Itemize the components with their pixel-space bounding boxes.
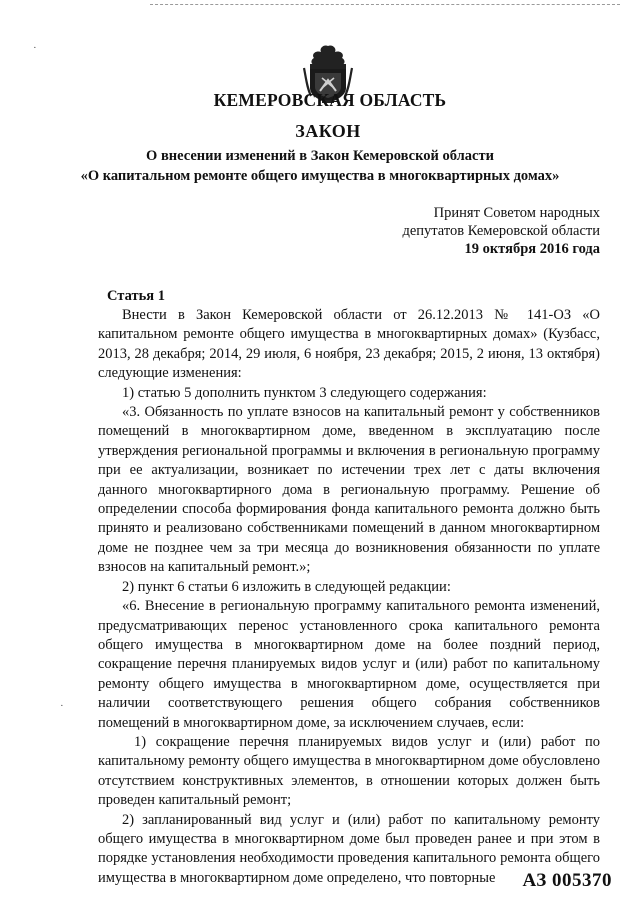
adoption-line: Принят Советом народных (433, 205, 600, 221)
serial-number: АЗ 005370 (522, 870, 612, 891)
paragraph: 2) запланированный вид услуг и (или) работ по капитальному ремонту общего имущества в многоквартирном доме был проведен ранее и при этом в порядке установления необходимости проведения капитального ремонта общего имущества в многоквартирном доме определено, что повторные (98, 811, 600, 886)
article-body (98, 306, 600, 888)
document-type-heading: ЗАКОН (295, 121, 361, 141)
document-title (0, 146, 640, 186)
adoption-block (402, 204, 600, 258)
paragraph: 2) пункт 6 статьи 6 изложить в следующей редакции: (122, 578, 451, 595)
title-line: «О капитальном ремонте общего имущества в многоквартирных домах» (80, 168, 560, 184)
adoption-date: 19 октября 2016 года (464, 241, 600, 257)
scan-speck: · (33, 42, 37, 54)
region-heading: КЕМЕРОВСКАЯ ОБЛАСТЬ (213, 90, 447, 110)
paragraph: 1) сокращение перечня планируемых видов услуг и (или) работ по капитальному ремонту общего имущества в многоквартирном доме обусловлено отсутствием конструктивных элементов, в отношении которых должен быть проведен капитальный ремонт; (98, 733, 600, 809)
title-line: О внесении изменений в Закон Кемеровской области (146, 148, 494, 164)
paragraph: Внести в Закон Кемеровской области от 26.12.2013 № 141-ОЗ «О капитальном ремонте общего имущества в многоквартирных домах» (Кузбасс, 2013, 28 декабря; 2014, 29 июля, 6 ноября, 23 декабря; 2015, 2 июня, 13 октября) следующие изменения: (98, 307, 600, 382)
scan-edge-line (150, 4, 620, 5)
article-heading: Статья 1 (107, 288, 165, 304)
scan-speck: · (60, 700, 64, 712)
paragraph: «3. Обязанность по уплате взносов на капитальный ремонт у собственников помещений в многоквартирном доме, введенном в эксплуатацию после утверждения региональной программы и включения в региональную программу при ее актуализации, возникает по истечении трех лет с даты включения данного многоквартирного дома в региональную программу. Решение об определении способа формирования фонда капитального ремонта должно быть принято и реализовано собственниками помещений в данном многоквартирном доме не позднее чем за три месяца до возникновения обязанности по уплате взносов на капитальный ремонт.»; (98, 404, 600, 576)
adoption-line: депутатов Кемеровской области (402, 223, 600, 239)
paragraph: 1) статью 5 дополнить пунктом 3 следующего содержания: (122, 384, 487, 401)
paragraph: «6. Внесение в региональную программу капитального ремонта изменений, предусматривающих перенос установленного срока капитального ремонта общего имущества в многоквартирном доме на более поздний период, сокращение перечня планируемых видов услуг и (или) работ по капитальному ремонту общего имущества в многоквартирном доме, осуществляется при наличии соответствующего решения общего собрания собственников помещений в многоквартирном доме, за исключением случаев, если: (98, 598, 600, 731)
